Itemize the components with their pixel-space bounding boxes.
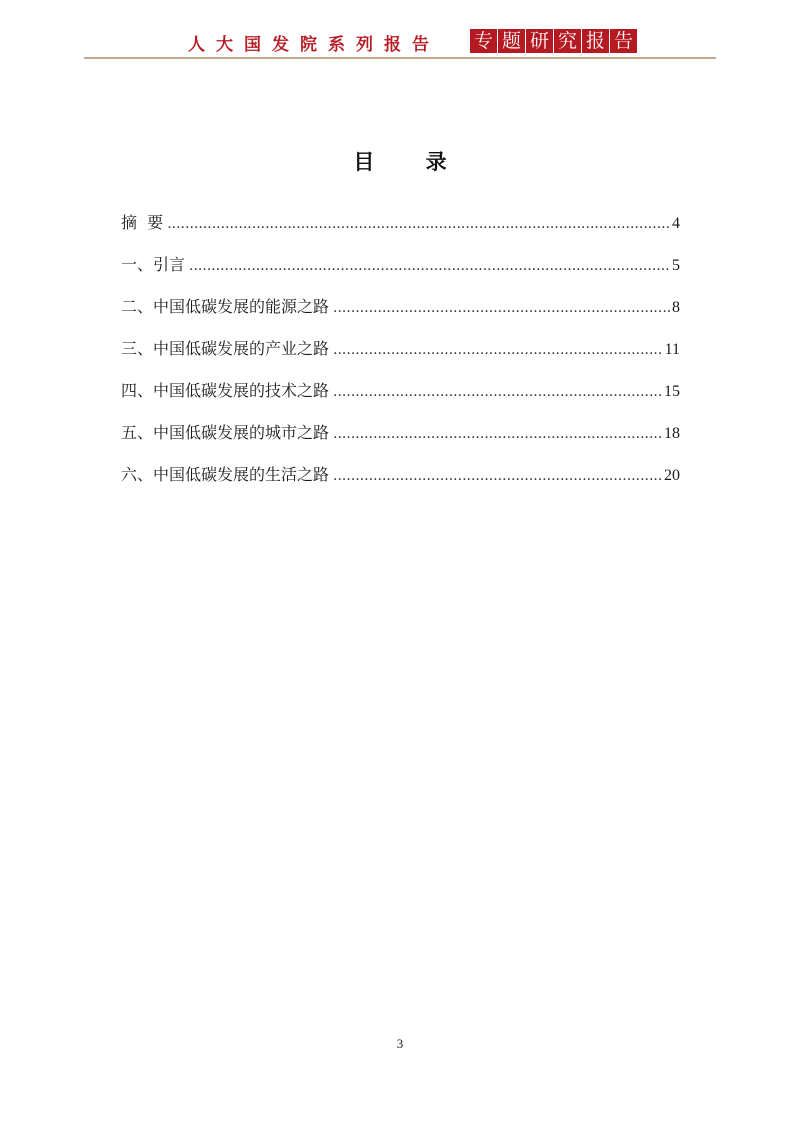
- table-of-contents: [121, 210, 680, 504]
- toc-entry-label: 一、引言: [121, 255, 186, 274]
- toc-entry-introduction[interactable]: [121, 252, 680, 294]
- page-number: 3: [396, 1036, 404, 1051]
- page-header: [84, 20, 716, 60]
- toc-entry-page: 4: [672, 215, 680, 232]
- toc-leader-dots: [333, 426, 662, 442]
- toc-leader-dots: [189, 258, 670, 274]
- toc-leader-dots: [167, 216, 670, 232]
- toc-entry-city[interactable]: [121, 420, 680, 462]
- toc-entry-page: 15: [664, 383, 680, 400]
- toc-entry-label: 三、中国低碳发展的产业之路: [121, 339, 330, 358]
- report-type-char: 专: [470, 29, 497, 53]
- toc-entry-label: 二、中国低碳发展的能源之路: [121, 297, 330, 316]
- toc-entry-industry[interactable]: [121, 336, 680, 378]
- series-title: 人大国发院系列报告: [188, 35, 440, 55]
- toc-leader-dots: [333, 384, 662, 400]
- report-type-char: 告: [610, 29, 637, 53]
- header-divider: [84, 57, 716, 59]
- toc-entry-abstract[interactable]: [121, 210, 680, 252]
- toc-entry-technology[interactable]: [121, 378, 680, 420]
- report-type-badge: [470, 29, 637, 53]
- toc-entry-label: 摘 要: [121, 213, 164, 232]
- report-type-char: 题: [498, 29, 525, 53]
- toc-entry-label: 五、中国低碳发展的城市之路: [121, 423, 330, 442]
- toc-entry-label: 六、中国低碳发展的生活之路: [121, 465, 330, 484]
- report-type-char: 报: [582, 29, 609, 53]
- toc-entry-page: 8: [672, 299, 680, 316]
- toc-leader-dots: [333, 300, 670, 316]
- report-type-char: 研: [526, 29, 553, 53]
- toc-entry-page: 20: [664, 467, 680, 484]
- toc-entry-energy[interactable]: [121, 294, 680, 336]
- toc-entry-label: 四、中国低碳发展的技术之路: [121, 381, 330, 400]
- toc-entry-page: 18: [664, 425, 680, 442]
- toc-leader-dots: [333, 342, 663, 358]
- toc-entry-page: 5: [672, 257, 680, 274]
- toc-title: 目 录: [353, 150, 469, 174]
- report-type-char: 究: [554, 29, 581, 53]
- toc-entry-life[interactable]: [121, 462, 680, 504]
- toc-leader-dots: [333, 468, 662, 484]
- toc-entry-page: 11: [664, 341, 680, 358]
